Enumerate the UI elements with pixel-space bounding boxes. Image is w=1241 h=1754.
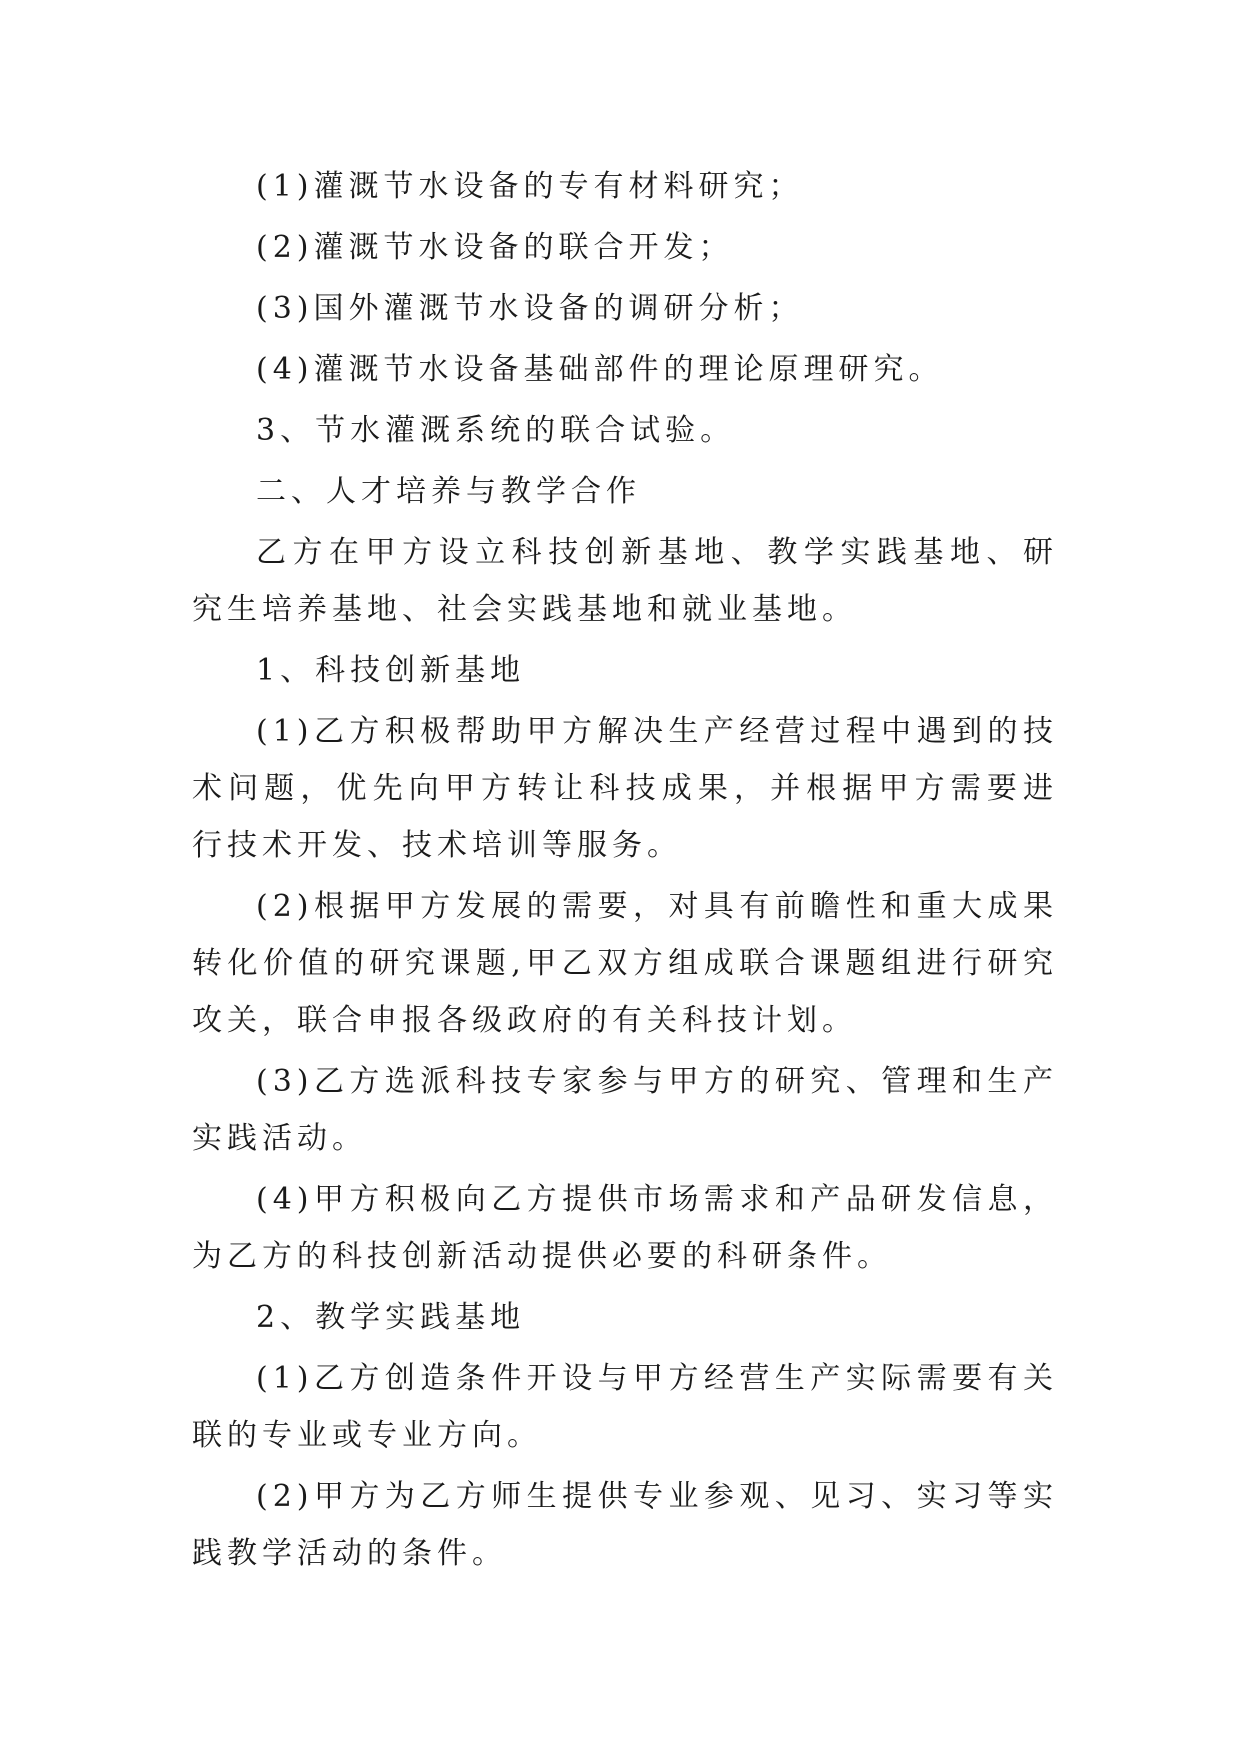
item-joint-testing: 3、节水灌溉系统的联合试验。 [256, 413, 736, 448]
list-item-joint-development: (2)灌溉节水设备的联合开发； [256, 230, 734, 265]
list-item-market-info: (4)甲方积极向乙方提供市场需求和产品研发信息，为乙方的科技创新活动提供必要的科研条件。 [192, 1182, 1058, 1274]
list-item-material-research: (1)灌溉节水设备的专有材料研究； [256, 169, 804, 204]
list-item-majors: (1)乙方创造条件开设与甲方经营生产实际需要有关联的专业或专业方向。 [192, 1361, 1058, 1453]
list-item-joint-research: (2)根据甲方发展的需要，对具有前瞻性和重大成果转化价值的研究课题,甲乙双方组成联合课题组进行研究攻关，联合申报各级政府的有关科技计划。 [192, 889, 1058, 1038]
subheading-innovation-base: 1、科技创新基地 [256, 653, 526, 688]
document-body [192, 158, 1058, 1582]
list-item-expert-participation: (3)乙方选派科技专家参与甲方的研究、管理和生产实践活动。 [192, 1064, 1058, 1156]
list-item-foreign-survey: (3)国外灌溉节水设备的调研分析； [256, 291, 804, 326]
paragraph-base-setup: 乙方在甲方设立科技创新基地、教学实践基地、研究生培养基地、社会实践基地和就业基地。 [192, 535, 1058, 627]
subheading-teaching-base: 2、教学实践基地 [256, 1300, 526, 1335]
list-item-tech-help: (1)乙方积极帮助甲方解决生产经营过程中遇到的技术问题，优先向甲方转让科技成果，并根据甲方需要进行技术开发、技术培训等服务。 [192, 714, 1058, 863]
list-item-practice-conditions: (2)甲方为乙方师生提供专业参观、见习、实习等实践教学活动的条件。 [192, 1479, 1058, 1571]
list-item-theory-research: (4)灌溉节水设备基础部件的理论原理研究。 [256, 352, 944, 387]
section-heading-talent-training: 二、人才培养与教学合作 [256, 474, 641, 509]
